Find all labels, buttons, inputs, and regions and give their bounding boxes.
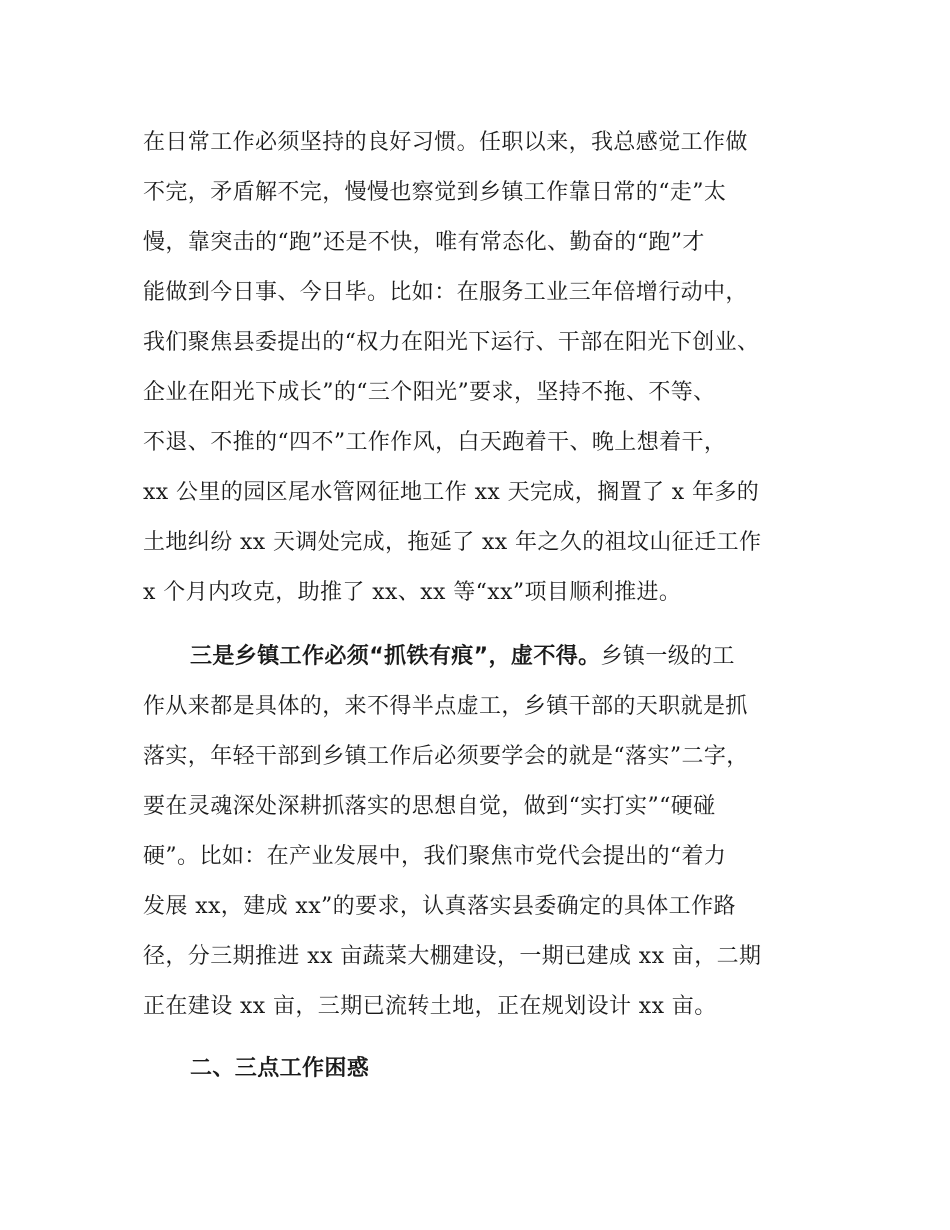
paragraph-line: 作从来都是具体的，来不得半点虚工，乡镇干部的天职就是抓 [143, 694, 748, 719]
paragraph-line: 发展 xx，建成 xx”的要求，认真落实县委确定的具体工作路 [143, 894, 736, 919]
paragraph-line: 不完，矛盾解不完，慢慢也察觉到乡镇工作靠日常的“走”太 [143, 180, 727, 205]
paragraph-line: 慢，靠突击的“跑”还是不快，唯有常态化、勤奋的“跑”才 [143, 230, 705, 255]
paragraph-line: x 个月内攻克，助推了 xx、xx 等“xx”项目顺利推进。 [143, 580, 682, 605]
paragraph-line: 在日常工作必须坚持的良好习惯。任职以来，我总感觉工作做 [143, 130, 748, 155]
paragraph-heading: 三是乡镇工作必须“抓铁有痕”，虚不得。 [190, 644, 601, 669]
paragraph-line: 径，分三期推进 xx 亩蔬菜大棚建设，一期已建成 xx 亩，二期 [143, 944, 762, 969]
paragraph-line: 我们聚焦县委提出的“权力在阳光下运行、干部在阳光下创业、 [143, 330, 760, 355]
section-heading: 二、三点工作困惑 [190, 1056, 370, 1081]
paragraph-line: 能做到今日事、今日毕。比如：在服务工业三年倍增行动中， [143, 280, 748, 305]
paragraph-line: 硬”。比如：在产业发展中，我们聚焦市党代会提出的“着力 [143, 844, 727, 869]
paragraph-line: 落实，年轻干部到乡镇工作后必须要学会的就是“落实”二字， [143, 744, 749, 769]
paragraph-line: xx 公里的园区尾水管网征地工作 xx 天完成，搁置了 x 年多的 [143, 480, 760, 505]
paragraph-line: 企业在阳光下成长”的“三个阳光”要求，坚持不拖、不等、 [143, 380, 716, 405]
paragraph-line: 土地纠纷 xx 天调处完成，拖延了 xx 年之久的祖坟山征迁工作 [143, 530, 762, 555]
paragraph-line: 正在建设 xx 亩，三期已流转土地，正在规划设计 xx 亩。 [143, 994, 717, 1019]
paragraph-first-line [190, 643, 735, 671]
paragraph-line: 要在灵魂深处深耕抓落实的思想自觉，做到“实打实”“硬碰 [143, 794, 716, 819]
paragraph-text: 乡镇一级的工 [600, 644, 735, 669]
paragraph-line: 不退、不推的“四不”工作作风，白天跑着干、晚上想着干， [143, 430, 727, 455]
